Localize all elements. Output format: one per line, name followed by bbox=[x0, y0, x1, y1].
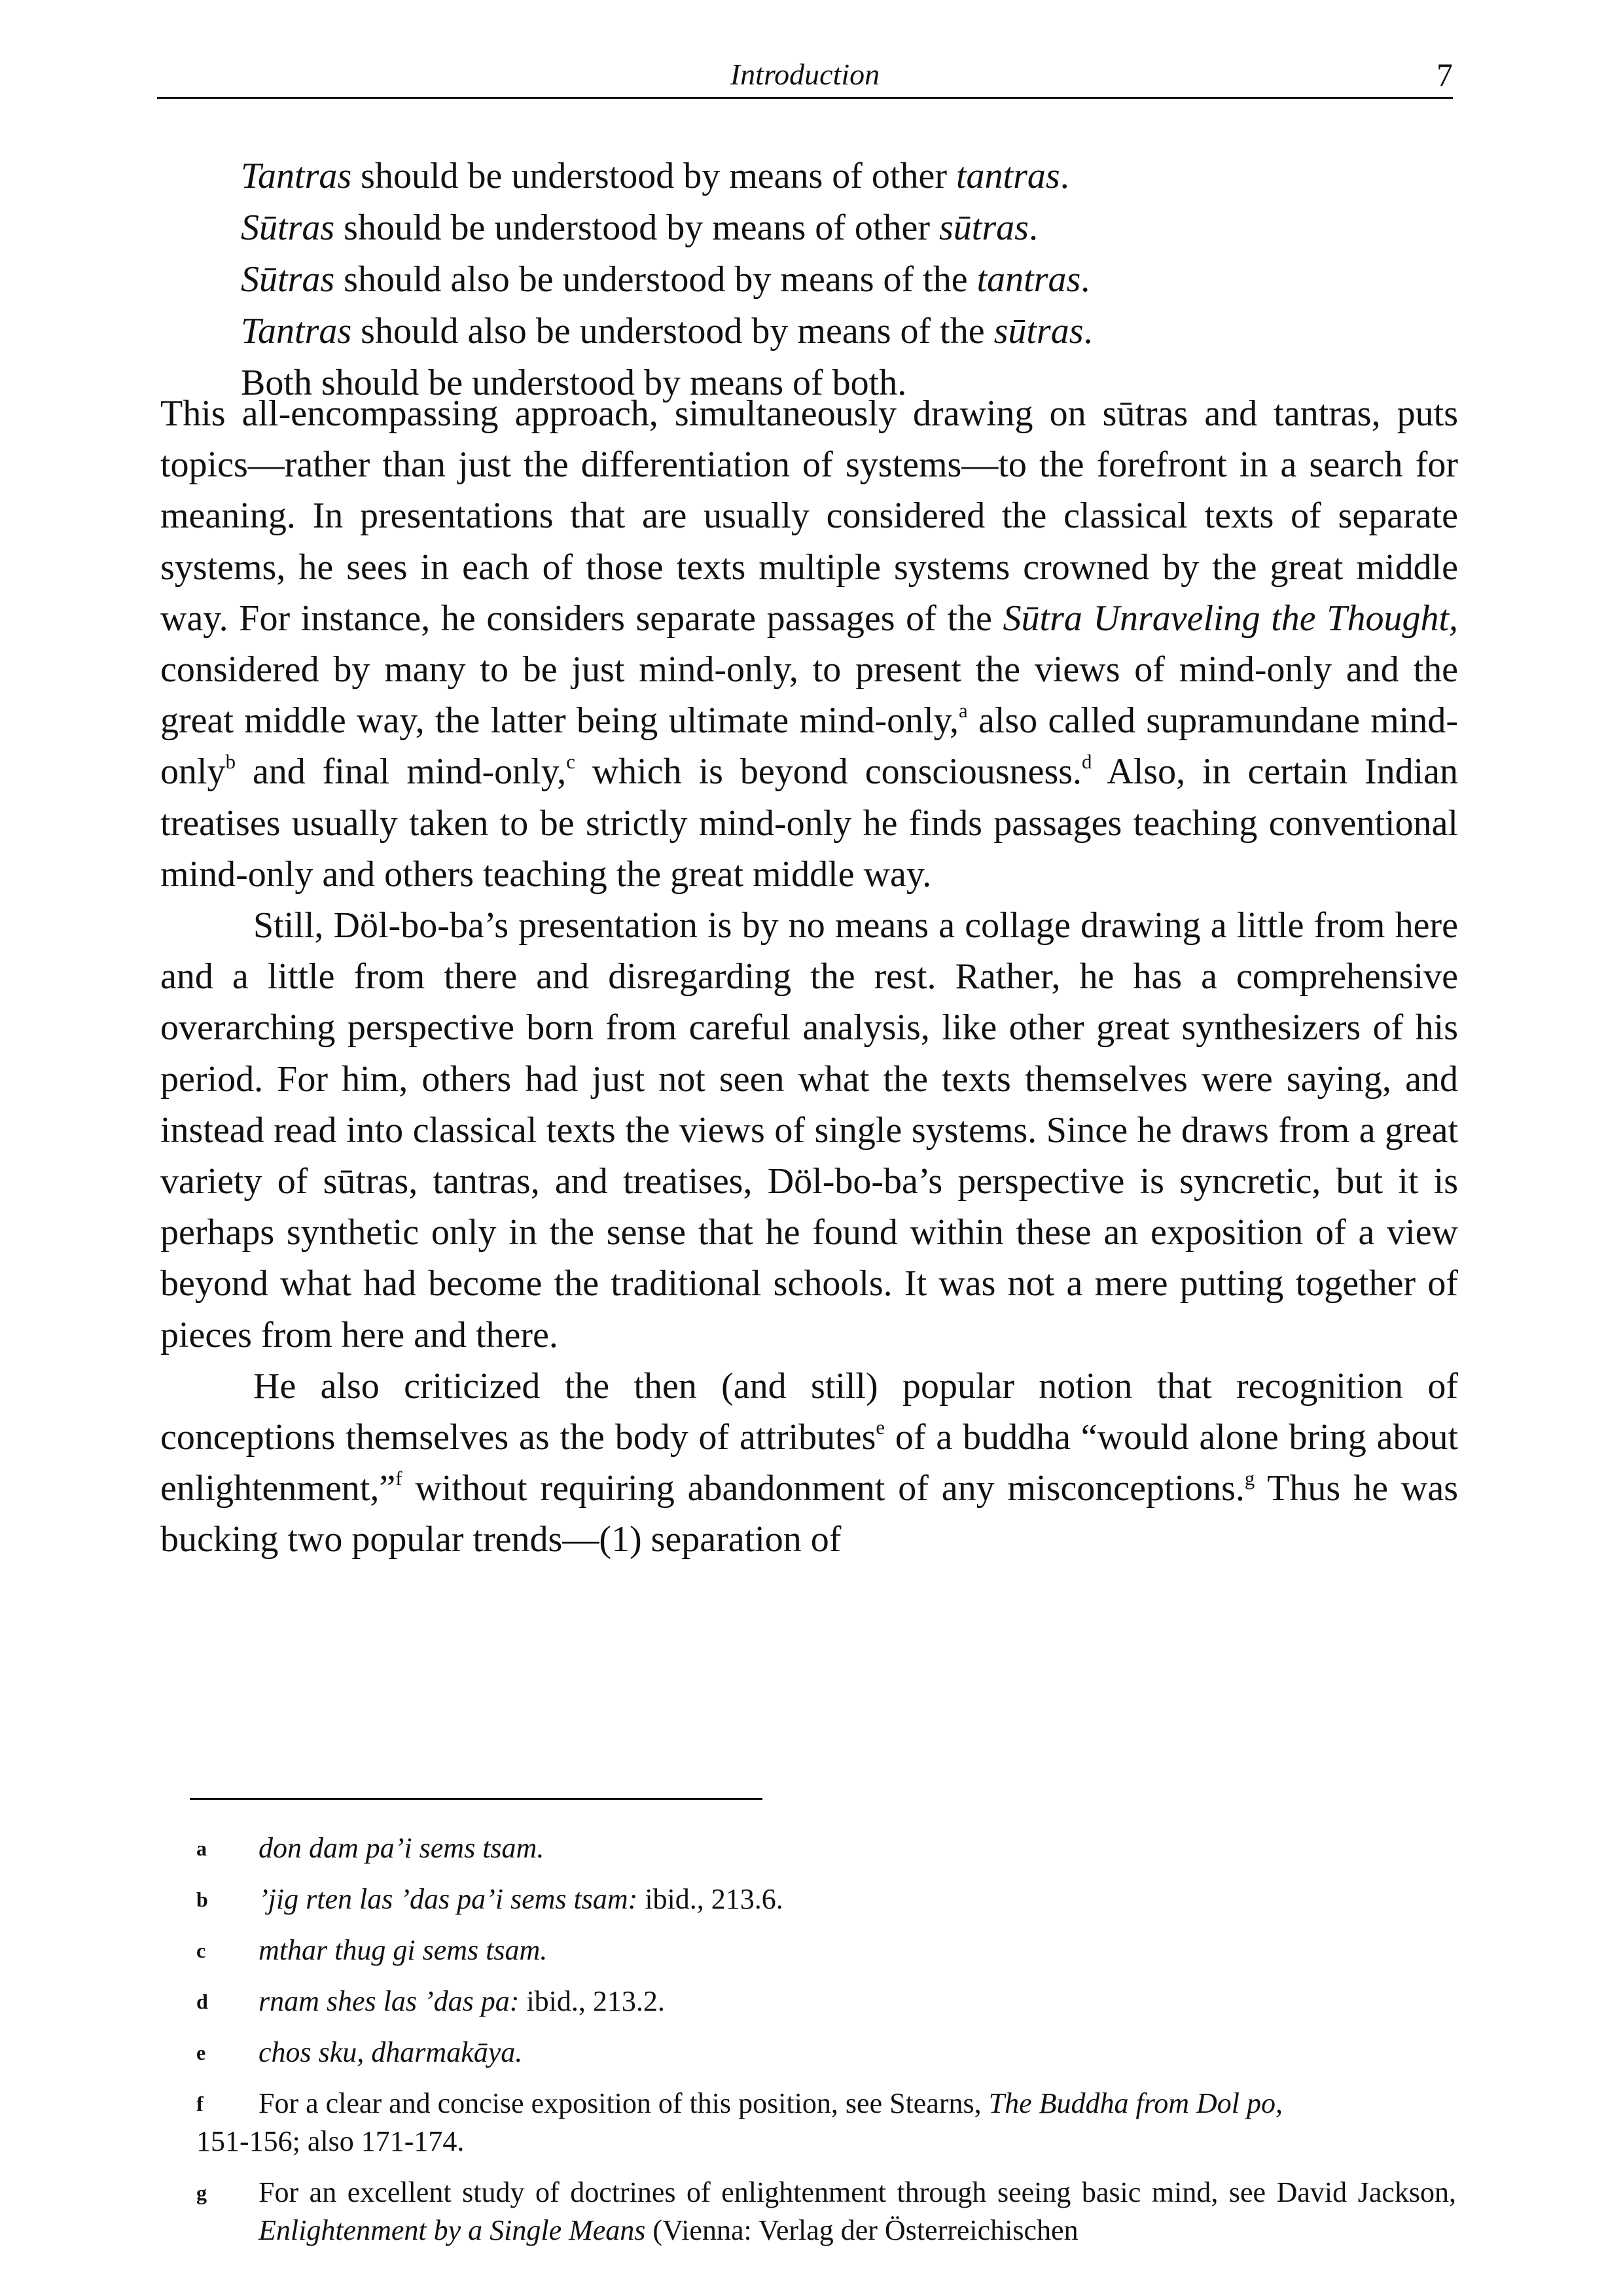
footnote-italic: Enlightenment by a Single Means bbox=[259, 2214, 646, 2246]
footnote-italic: ’jig rten las ’das pa’i sems tsam: bbox=[259, 1883, 638, 1915]
text-run: He also criticized the then (and still) popular notion that recognition of conceptions themselves as the body of attributes bbox=[160, 1365, 1458, 1458]
verse-end-term: sūtras bbox=[993, 311, 1084, 351]
footnote-a bbox=[196, 1829, 1456, 1867]
footnote-italic: mthar thug gi sems tsam. bbox=[259, 1934, 548, 1966]
text-run: This all-encompassing approach, simultaneously drawing on sūtras and tantras, puts topics—rather than just the differentiation of systems—to the forefront in a search for meaning. In presentations that are usually considered the classical texts of separate systems, he sees in each of those texts multiple systems crowned by the great middle way. For instance, he considers separate passages of the bbox=[160, 393, 1458, 639]
footnote-ref-a[interactable]: a bbox=[959, 700, 968, 723]
verse-text: should also be understood by means of the bbox=[334, 259, 977, 300]
verse-end: . bbox=[1028, 207, 1038, 248]
verse-end-term: tantras bbox=[956, 156, 1060, 196]
text-run: considered by many to be just mind-only, to present the views of mind-only and the great middle way, the latter being ultimate mind-only, bbox=[160, 649, 1458, 742]
running-header bbox=[157, 51, 1453, 98]
text-run: of a buddha “would alone bring about enlightenment,” bbox=[160, 1417, 1459, 1509]
verse-line-1 bbox=[241, 151, 1419, 202]
text-run: without requiring abandonment of any misconceptions. bbox=[402, 1468, 1245, 1509]
footnote-e bbox=[196, 2034, 1456, 2072]
footnote-marker: g bbox=[196, 2181, 207, 2204]
footnote-b bbox=[196, 1880, 1456, 1918]
verse-term: Tantras bbox=[241, 156, 352, 196]
verse-end: . bbox=[1060, 156, 1069, 196]
footnote-ref-g[interactable]: g bbox=[1244, 1467, 1255, 1490]
paragraph-1 bbox=[160, 388, 1458, 900]
footnote-text: ibid., 213.2. bbox=[519, 1985, 665, 2017]
work-title: Sūtra Unraveling the Thought, bbox=[1003, 598, 1459, 639]
footnote-text: For an excellent study of doctrines of enlightenment through seeing basic mind, see David Jackson, bbox=[259, 2176, 1456, 2208]
footnotes bbox=[196, 1829, 1456, 2263]
verse-line-2 bbox=[241, 202, 1419, 254]
verse-block bbox=[241, 151, 1419, 409]
header-rule bbox=[157, 97, 1453, 99]
footnote-ref-f[interactable]: f bbox=[395, 1467, 402, 1490]
verse-line-3 bbox=[241, 254, 1419, 306]
verse-text: should also be understood by means of the bbox=[351, 311, 994, 351]
footnote-text: (Vienna: Verlag der Österreichischen bbox=[645, 2214, 1079, 2246]
footnote-marker: b bbox=[196, 1888, 208, 1911]
verse-term: Sūtras bbox=[241, 207, 335, 248]
footnote-ref-b[interactable]: b bbox=[225, 751, 236, 774]
footnote-ref-c[interactable]: c bbox=[566, 751, 575, 774]
footnote-ref-d[interactable]: d bbox=[1082, 751, 1092, 774]
footnote-marker: d bbox=[196, 1990, 208, 2013]
header-title: Introduction bbox=[730, 58, 880, 91]
footnote-rule bbox=[190, 1798, 762, 1800]
footnote-text: For a clear and concise exposition of this position, see Stearns, bbox=[259, 2087, 989, 2119]
footnote-italic: rnam shes las ’das pa: bbox=[259, 1985, 520, 2017]
body-text bbox=[160, 388, 1458, 1566]
footnote-c bbox=[196, 1931, 1456, 1969]
page-number: 7 bbox=[1436, 56, 1453, 93]
text-run: and final mind-only, bbox=[235, 751, 567, 793]
footnote-f bbox=[196, 2085, 1456, 2161]
footnote-marker: a bbox=[196, 1837, 207, 1860]
verse-text: should be understood by means of other bbox=[334, 207, 939, 248]
paragraph-3 bbox=[160, 1361, 1458, 1566]
paragraph-2: Still, Döl-bo-ba’s presentation is by no means a collage drawing a little from here and a little from there and disregarding the rest. Rather, he has a comprehensive overarching perspective born from careful analysis, like other great synthesizers of his period. For him, others had just not seen what the texts themselves were saying, and instead read into classical texts the views of single systems. Since he draws from a great variety of sūtras, tantras, and treatises, Döl-bo-ba’s perspective is syncretic, but it is perhaps synthetic only in the sense that he found within these an exposition of a view beyond what had become the traditional schools. It was not a mere putting together of pieces from here and there. bbox=[160, 905, 1458, 1355]
verse-text: Both should be understood by means of both. bbox=[241, 363, 907, 403]
footnote-marker: c bbox=[196, 1939, 206, 1962]
verse-end: . bbox=[1080, 259, 1090, 300]
footnote-d bbox=[196, 1982, 1456, 2020]
footnote-italic: don dam pa’i sems tsam. bbox=[259, 1832, 544, 1864]
text-run: Thus he was bucking two popular trends—(1) separation of bbox=[160, 1468, 1458, 1560]
text-run: also called supramundane mind-only bbox=[160, 700, 1458, 793]
footnote-marker: e bbox=[196, 2041, 206, 2064]
footnote-text: 151-156; also 171-174. bbox=[196, 2125, 465, 2157]
verse-end-term: sūtras bbox=[939, 207, 1029, 248]
verse-line-4 bbox=[241, 306, 1419, 357]
footnote-italic: chos sku, dharmakāya. bbox=[259, 2036, 523, 2068]
text-run: which is beyond consciousness. bbox=[575, 751, 1082, 793]
footnote-text: ibid., 213.6. bbox=[637, 1883, 783, 1915]
verse-text: should be understood by means of other bbox=[351, 156, 956, 196]
footnote-marker: f bbox=[196, 2092, 204, 2115]
footnote-g bbox=[196, 2174, 1456, 2250]
verse-end-term: tantras bbox=[976, 259, 1081, 300]
text-run: Also, in certain Indian treatises usually taken to be strictly mind-only he finds passages teaching conventional mind-only and others teaching the great middle way. bbox=[160, 751, 1459, 895]
footnote-ref-e[interactable]: e bbox=[876, 1416, 885, 1439]
verse-term: Sūtras bbox=[241, 259, 335, 300]
verse-end: . bbox=[1083, 311, 1093, 351]
footnote-italic: The Buddha from Dol po, bbox=[988, 2087, 1283, 2119]
verse-term: Tantras bbox=[241, 311, 352, 351]
